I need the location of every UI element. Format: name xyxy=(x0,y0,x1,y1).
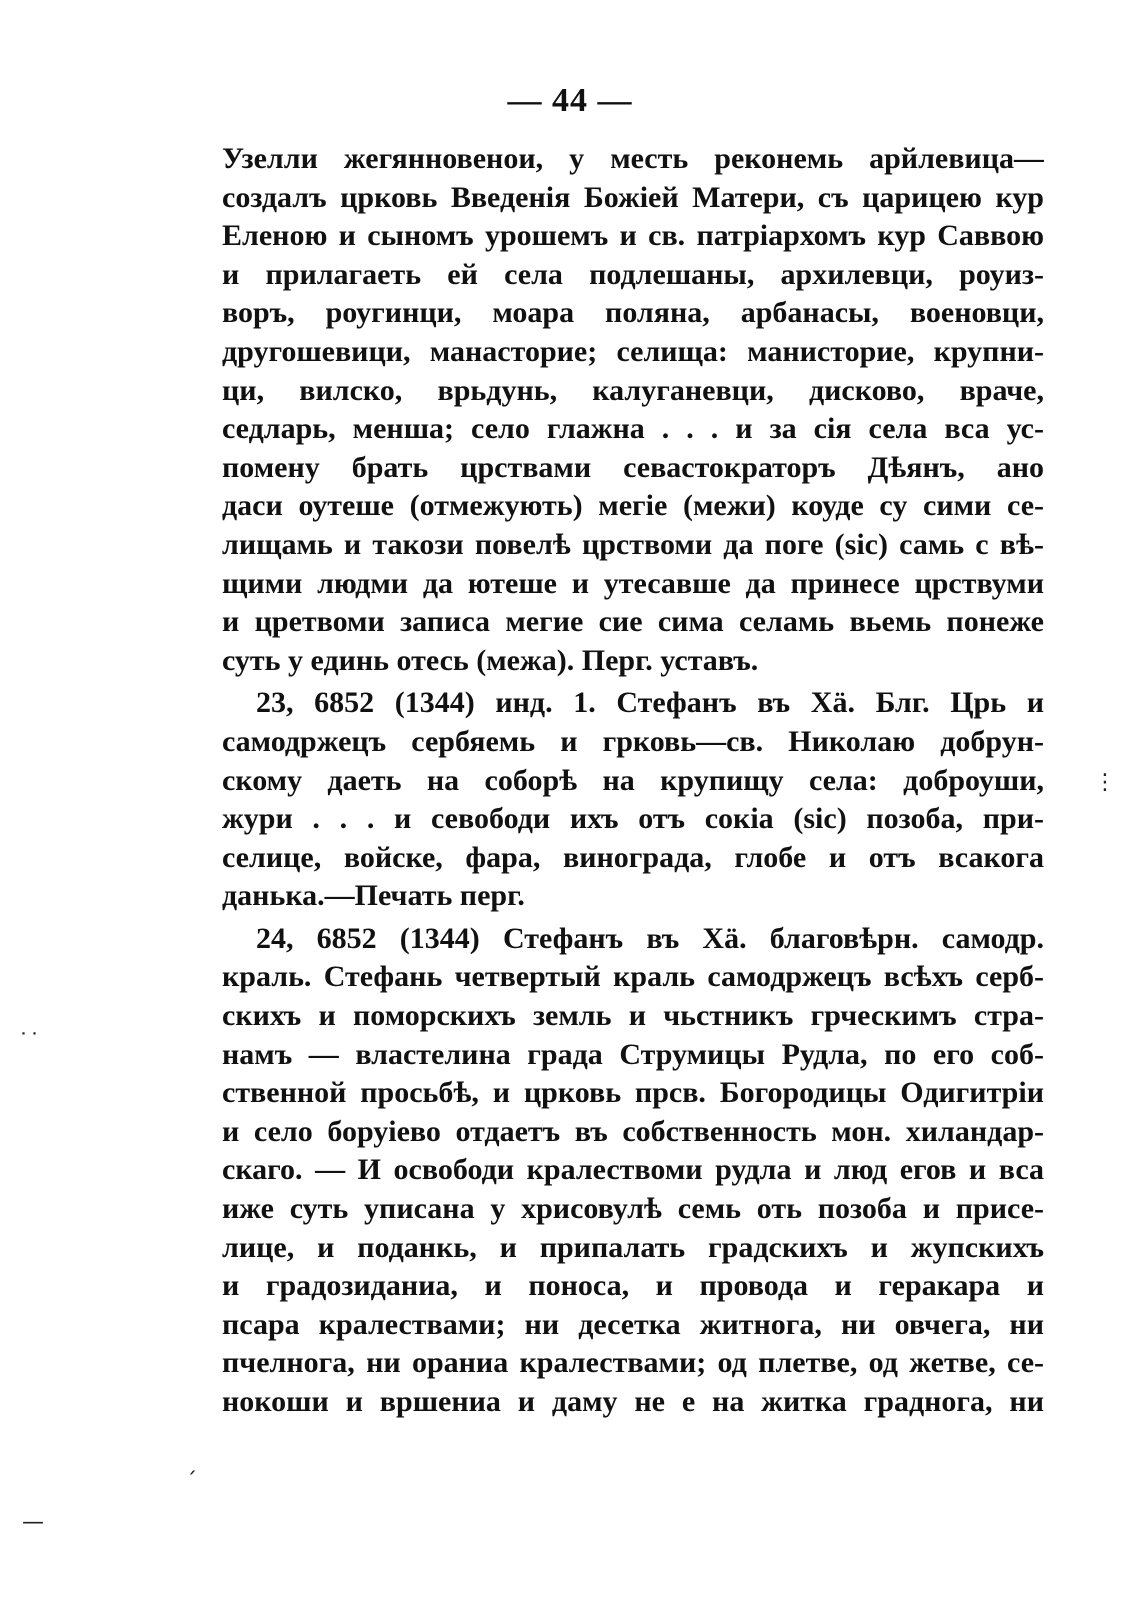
scan-speck-mark: — xyxy=(22,1510,44,1535)
paragraph-charter-23 xyxy=(222,684,1044,916)
text-line: нокоши и вршениа и даму не е на житка градногa, ни xyxy=(222,1385,1044,1418)
text-line: седларь, менша; село глажна . . . и за сія села вса ус- xyxy=(222,412,1044,446)
text-line: селице, войске, фара, винограда, глобе и отъ всакога xyxy=(222,840,1044,874)
text-line: данька.—Печать перг. xyxy=(222,879,525,913)
text-line: суть у единь отесь (межа). Перг. уставъ. xyxy=(222,643,759,677)
scan-speck-mark: ˙˙ xyxy=(18,1030,40,1055)
text-line: краль. Стефань четвертый краль самодржецъ всѣхъ серб- xyxy=(222,960,1044,994)
scan-speck-mark: ⋮ xyxy=(1094,770,1116,795)
text-line: скаго. — И освободи кралествоми рудла и люд егов и вса xyxy=(222,1153,1044,1187)
text-line: щими людми да ютеше и утесавше да принесе црствуми xyxy=(222,566,1044,600)
text-line: жури . . . и севободи ихъ отъ сокіа (sic) позоба, при- xyxy=(222,802,1044,836)
text-line: и цретвоми записа мегие сие сима селамь вьемь понеже xyxy=(222,605,1044,639)
text-line: даси оутеше (отмежують) мегіе (межи) коуде су сими се- xyxy=(222,489,1044,523)
text-line: самодржецъ сербяемь и грковь—св. Николаю добрун- xyxy=(222,724,1044,758)
text-line: пчелнога, ни ораниа кралествами; од плетве, од жетве, се- xyxy=(222,1346,1044,1380)
text-line: псара кралествами; ни десетка житнога, ни овчега, ни xyxy=(222,1307,1044,1341)
text-line: лищамь и такози повелѣ црствоми да поге (sic) самь с вѣ- xyxy=(222,527,1044,561)
page-number: — 44 — xyxy=(507,82,633,119)
text-line: и прилагаеть ей села подлешаны, архилевци, роуиз- xyxy=(222,257,1044,291)
text-line: другошевици, манасторие; селища: манисторие, крупни- xyxy=(222,334,1044,368)
text-line: лице, и поданкь, и припалать градскихъ и жупскихъ xyxy=(222,1230,1044,1264)
paragraph-charter-22 xyxy=(222,140,1044,680)
text-line: Узелли жегянновенои, у месть реконемь арйлевица— xyxy=(222,142,1044,175)
paragraph-charter-24 xyxy=(222,920,1044,1422)
text-line: ственной просьбѣ, и црковь прсв. Богородицы Одигитріи xyxy=(222,1076,1044,1110)
text-line: и градозиданиа, и поноса, и провода и геракара и xyxy=(222,1269,1044,1303)
text-line: создалъ црковь Введенія Божіей Матери, съ царицею кур xyxy=(222,180,1044,214)
text-line: намъ — властелина града Струмицы Рудла, по его соб- xyxy=(222,1037,1044,1071)
text-line: 23, 6852 (1344) инд. 1. Стефанъ въ Хä. Блг. Црь и xyxy=(256,686,1044,720)
text-line: скому даеть на соборѣ на крупищу села: доброуши, xyxy=(222,763,1044,797)
text-line: и село боруіево отдаетъ въ собственность мон. хиландар- xyxy=(222,1114,1044,1148)
text-line: иже суть уписана у хрисовулѣ семь оть позоба и присе- xyxy=(222,1192,1044,1226)
scan-speck-mark: ˏ xyxy=(186,1450,197,1475)
text-line: ци, вилско, врьдунь, калуганевци, дисково, враче, xyxy=(222,373,1044,407)
text-line: воръ, роугинци, моара полянa, арбанасы, военовци, xyxy=(222,296,1044,330)
text-line: скихъ и поморскихъ земль и чьстникъ грческимъ стра- xyxy=(222,999,1044,1033)
document-body xyxy=(222,140,1044,1422)
text-line: помену брать црствами севастократоръ Дѣянъ, ано xyxy=(222,450,1044,484)
text-line: Еленою и сыномъ урошемъ и св. патріархомъ кур Саввою xyxy=(222,219,1044,253)
text-line: 24, 6852 (1344) Стефанъ въ Хä. благовѣрн. самодр. xyxy=(256,921,1044,955)
